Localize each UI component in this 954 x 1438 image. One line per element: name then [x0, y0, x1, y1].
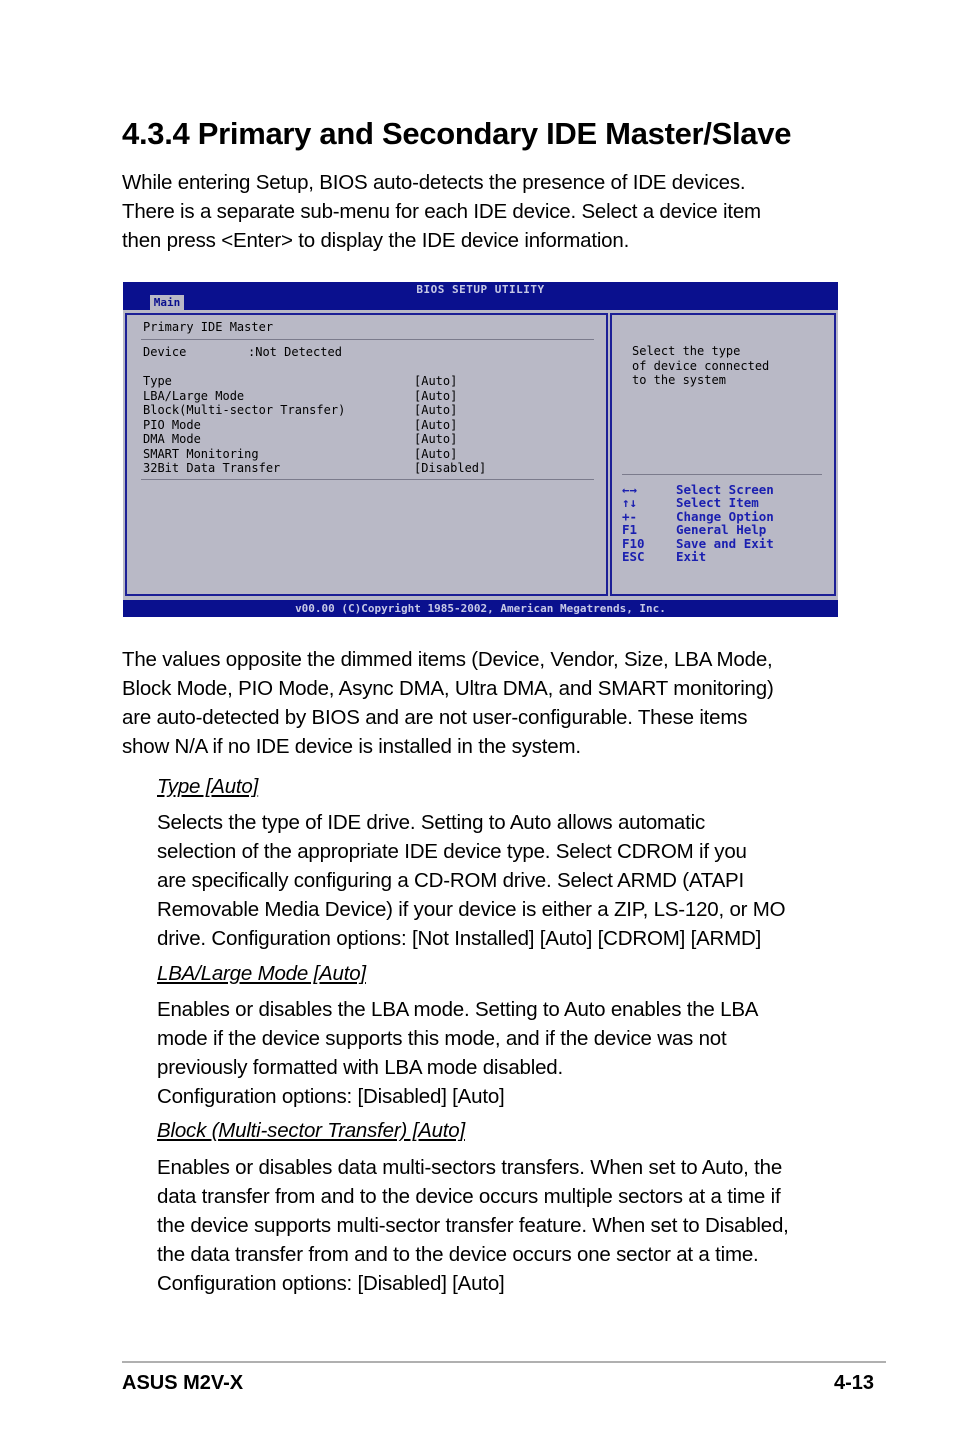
bios-key: F1: [622, 522, 638, 538]
bios-key-action: Save and Exit: [676, 535, 774, 551]
bios-separator: [622, 474, 822, 475]
item-line: Selects the type of IDE drive. Setting to Auto allows automatic: [157, 811, 706, 834]
bios-screenshot: [123, 282, 838, 617]
bios-key-action: Select Screen: [676, 482, 774, 497]
bios-key-row: [622, 510, 774, 523]
item-line: Enables or disables the LBA mode. Setting to Auto enables the LBA: [157, 998, 759, 1021]
bios-device-label: Device: [143, 345, 187, 359]
bios-setting-value[interactable]: [Auto]: [414, 446, 458, 461]
values-line: are auto-detected by BIOS and are not user-configurable. These items: [122, 706, 748, 729]
intro-line: While entering Setup, BIOS auto-detects the presence of IDE devices.: [122, 171, 746, 194]
bios-copyright: v00.00 (C)Copyright 1985-2002, American Megatrends, Inc.: [295, 602, 666, 615]
bios-key-row: [622, 537, 774, 550]
bios-setting-value[interactable]: [Auto]: [414, 388, 458, 403]
bios-setting-label[interactable]: DMA Mode: [143, 432, 201, 446]
bios-device-value: :Not Detected: [248, 345, 342, 359]
bios-title: BIOS SETUP UTILITY: [416, 283, 545, 296]
item-line: previously formatted with LBA mode disabled.: [157, 1056, 563, 1079]
item-line: Enables or disables data multi-sectors transfers. When set to Auto, the: [157, 1156, 783, 1179]
bios-key-row: [622, 550, 706, 563]
item-line: Configuration options: [Disabled] [Auto]: [157, 1272, 505, 1295]
footer-page-number: 4-13: [833, 1372, 874, 1394]
item-line: drive. Configuration options: [Not Installed] [Auto] [CDROM] [ARMD]: [157, 927, 762, 950]
bios-key: ←→: [622, 482, 638, 497]
values-line: show N/A if no IDE device is installed in the system.: [122, 735, 581, 758]
bios-setting-value[interactable]: [Disabled]: [414, 461, 487, 475]
bios-setting-label[interactable]: SMART Monitoring: [143, 446, 259, 461]
item-line: Removable Media Device) if your device is either a ZIP, LS-120, or MO: [157, 898, 786, 921]
bios-setting-label[interactable]: 32Bit Data Transfer: [143, 461, 281, 475]
bios-key: ESC: [622, 549, 645, 564]
footer-product: ASUS M2V-X: [122, 1372, 244, 1394]
bios-setting-value[interactable]: [Auto]: [414, 374, 458, 388]
bios-key-action: General Help: [676, 522, 767, 538]
item-line: mode if the device supports this mode, and if the device was not: [157, 1027, 727, 1050]
item-line: are specifically configuring a CD-ROM drive. Select ARMD (ATAPI: [157, 869, 745, 892]
values-paragraph: [122, 645, 842, 761]
bios-key-row: [622, 496, 759, 509]
bios-setting-value[interactable]: [Auto]: [414, 417, 458, 432]
item-line: the device supports multi-sector transfer feature. When set to Disabled,: [157, 1214, 789, 1237]
bios-help-line: Select the type: [632, 344, 741, 358]
bios-key: +-: [622, 508, 638, 524]
bios-help-line: of device connected: [632, 358, 770, 373]
bios-setting-label[interactable]: LBA/Large Mode: [143, 388, 245, 403]
item-title-block: Block (Multi-sector Transfer) [Auto]: [157, 1119, 465, 1142]
bios-title-bar: [123, 282, 838, 310]
bios-setting-value[interactable]: [Auto]: [414, 432, 458, 446]
intro-line: then press <Enter> to display the IDE device information.: [122, 229, 630, 252]
bios-key-action: Change Option: [676, 508, 774, 524]
bios-key: F10: [622, 535, 645, 551]
item-line: selection of the appropriate IDE device type. Select CDROM if you: [157, 840, 747, 863]
bios-help-line: to the system: [632, 373, 726, 387]
section-heading: 4.3.4 Primary and Secondary IDE Master/Slave: [122, 116, 792, 151]
values-line: Block Mode, PIO Mode, Async DMA, Ultra DMA, and SMART monitoring): [122, 677, 774, 700]
bios-key-row: [622, 523, 766, 536]
item-line: data transfer from and to the device occurs multiple sectors at a time if: [157, 1185, 781, 1208]
item-description-lba: [157, 995, 847, 1111]
bios-setting-value[interactable]: [Auto]: [414, 403, 458, 417]
item-title-lba: LBA/Large Mode [Auto]: [157, 962, 366, 985]
item-line: Configuration options: [Disabled] [Auto]: [157, 1085, 505, 1108]
bios-setting-label[interactable]: Type: [143, 374, 172, 388]
item-description-block: [157, 1153, 847, 1298]
bios-copyright-bar: [123, 600, 838, 617]
intro-line: There is a separate sub-menu for each IDE device. Select a device item: [122, 200, 761, 223]
item-description-type: [157, 808, 847, 953]
bios-tab-main[interactable]: Main: [150, 295, 184, 310]
bios-setting-label[interactable]: Block(Multi-sector Transfer): [143, 403, 346, 417]
intro-paragraph: [122, 168, 842, 255]
bios-key-row: [622, 483, 774, 496]
bios-separator: [141, 479, 594, 480]
bios-key-action: Exit: [676, 549, 707, 564]
bios-separator: [141, 339, 594, 340]
item-title-type: Type [Auto]: [157, 775, 259, 798]
bios-key-action: Select Item: [676, 495, 759, 511]
footer-divider: [122, 1361, 886, 1363]
bios-key: ↑↓: [622, 495, 638, 511]
bios-setting-label[interactable]: PIO Mode: [143, 417, 201, 432]
values-line: The values opposite the dimmed items (Device, Vendor, Size, LBA Mode,: [122, 648, 773, 671]
item-line: the data transfer from and to the device occurs one sector at a time.: [157, 1243, 759, 1266]
bios-panel-title: Primary IDE Master: [143, 320, 274, 334]
